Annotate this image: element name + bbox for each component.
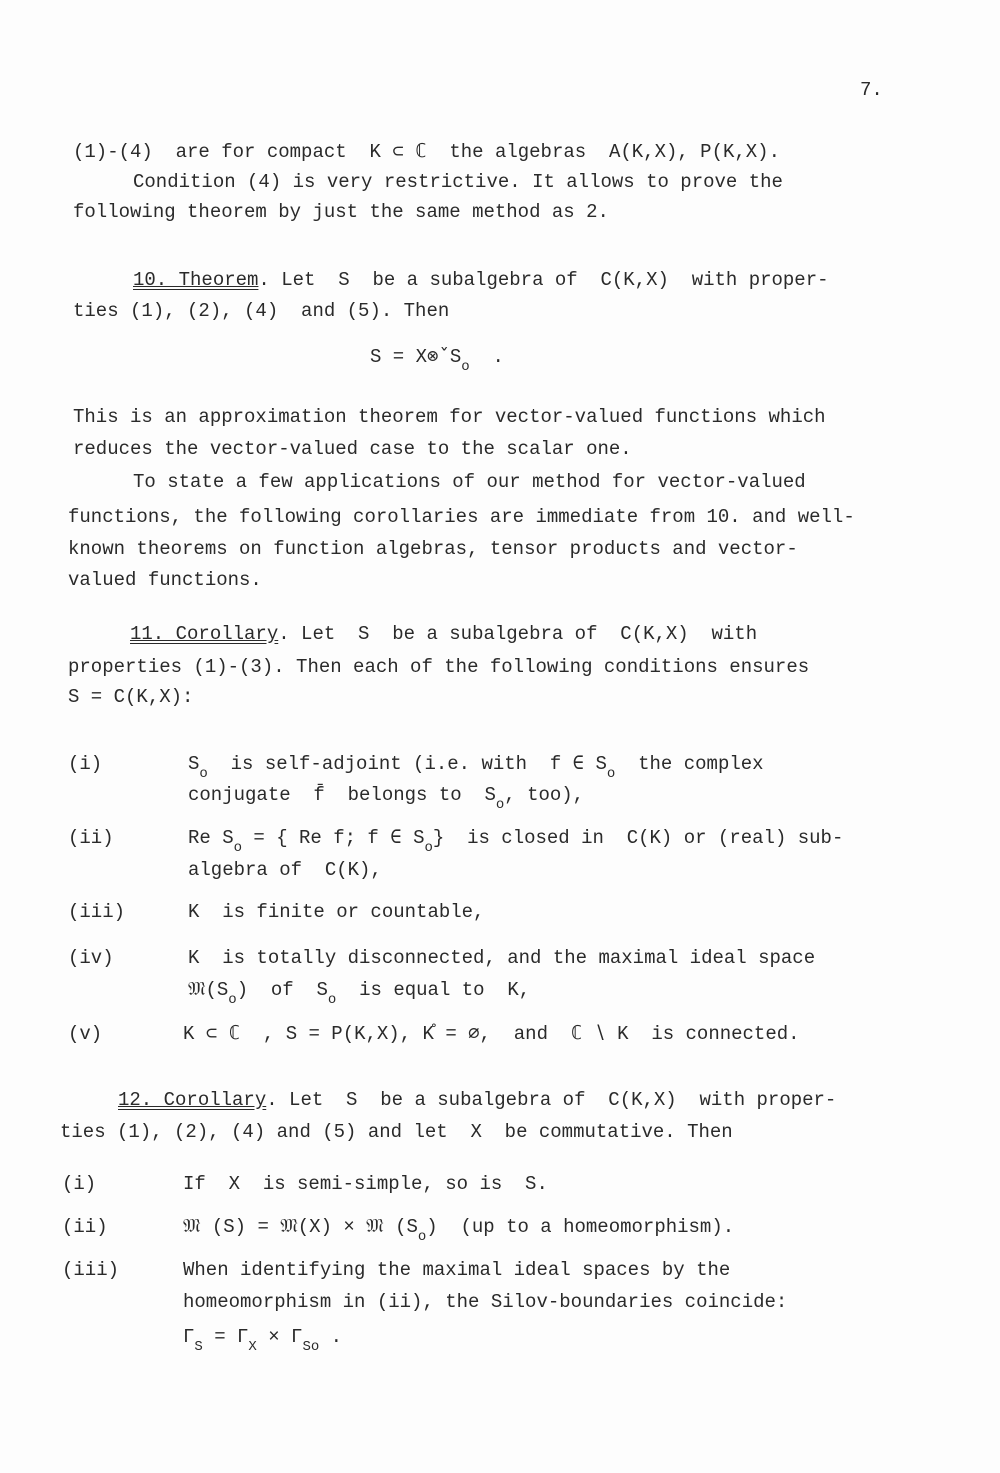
text-line-para-2	[73, 437, 632, 461]
subscript: o	[199, 766, 208, 782]
text-line-c11-iii-1	[188, 900, 484, 924]
text: .	[469, 346, 504, 368]
text: the complex	[615, 753, 764, 775]
text: ties (1), (2), (4) and (5) and let X be commutative. Then	[60, 1121, 733, 1143]
subscript: o	[417, 1229, 427, 1245]
text-line-para-1	[73, 405, 826, 429]
text: S = C(K,X):	[68, 686, 194, 708]
text-line-theorem-10-formula	[370, 345, 504, 375]
text-line-intro-1	[73, 140, 780, 164]
text: . Let S be a subalgebra of C(K,X) with proper-	[266, 1089, 837, 1111]
subscript: o	[424, 840, 433, 856]
text-line-para-5	[68, 537, 798, 561]
text: .	[319, 1326, 343, 1348]
subscript: o	[327, 992, 337, 1008]
text: homeomorphism in (ii), the Silov-boundaries coincide:	[183, 1291, 788, 1313]
text: S	[188, 753, 200, 775]
text-line-c12-iii-3	[183, 1325, 343, 1355]
text-line-corollary-11-1	[130, 622, 757, 646]
text: properties (1)-(3). Then each of the following conditions ensures	[68, 656, 810, 678]
text-line-c12-iii-1	[183, 1258, 730, 1282]
text: This is an approximation theorem for vector-valued functions which	[73, 406, 826, 428]
item-label: (i)	[68, 753, 103, 775]
text-line-c11-ii-2	[188, 858, 382, 882]
item-label: (i)	[62, 1173, 97, 1195]
text-line-c11-ii-1	[188, 826, 844, 856]
text-line-c11-v-1	[183, 1022, 800, 1046]
text-line-para-4	[68, 505, 855, 529]
text-line-para-3	[133, 470, 806, 494]
text: ) (up to a homeomorphism).	[426, 1216, 735, 1238]
text: ties (1), (2), (4) and (5). Then	[73, 300, 450, 322]
text: . Let S be a subalgebra of C(K,X) with proper-	[258, 269, 829, 291]
text: is equal to K,	[336, 979, 531, 1001]
text-line-corollary-12-1	[118, 1088, 836, 1112]
text-line-theorem-10-2	[73, 299, 449, 323]
text: ) of S	[236, 979, 328, 1001]
text-line-corollary-11-2	[68, 655, 809, 679]
text: is self-adjoint (i.e. with f ∈ S	[207, 753, 607, 775]
text: Condition (4) is very restrictive. It allows to prove the	[133, 171, 783, 193]
text-line-corollary-12-2	[60, 1120, 733, 1144]
text-line-theorem-10-1	[133, 268, 829, 292]
item-label: (ii)	[68, 827, 114, 849]
page-number: 7.	[860, 79, 883, 101]
text-line-intro-2	[133, 170, 783, 194]
text: To state a few applications of our method for vector-valued	[133, 471, 806, 493]
text: = { Re f; f ∈ S	[242, 827, 425, 849]
item-label: (iii)	[62, 1259, 120, 1281]
text: K is totally disconnected, and the maximal ideal space	[188, 947, 816, 969]
section-heading: 12. Corollary	[118, 1089, 267, 1111]
text: When identifying the maximal ideal spaces by the	[183, 1259, 731, 1281]
text: (1)-(4) are for compact K ⊂ ℂ the algebras A(K,X), P(K,X).	[73, 141, 780, 163]
text-line-c12-iii-2	[183, 1290, 787, 1314]
subscript: o	[461, 359, 470, 375]
text: If X is semi-simple, so is S.	[183, 1173, 548, 1195]
subscript: X	[248, 1339, 257, 1355]
subscript: o	[228, 992, 237, 1008]
text-line-c12-ii-1	[183, 1215, 735, 1245]
text: } is closed in C(K) or (real) sub-	[432, 827, 844, 849]
text-line-c11-iv-2	[188, 978, 531, 1008]
text: . Let S be a subalgebra of C(K,X) with	[278, 623, 758, 645]
text: = Γ	[202, 1326, 249, 1348]
text: reduces the vector-valued case to the scalar one.	[73, 438, 632, 460]
item-label: (ii)	[62, 1216, 108, 1238]
text: following theorem by just the same method as 2.	[73, 201, 609, 223]
text: S = X⊗̌ S	[370, 346, 462, 368]
item-label: (iii)	[68, 901, 126, 923]
subscript: o	[233, 840, 243, 856]
text-line-intro-3	[73, 200, 609, 224]
text-line-para-6	[68, 568, 262, 592]
text: 𝔐 (S) = 𝔐(X) × 𝔐 (S	[183, 1216, 418, 1238]
text: valued functions.	[68, 569, 262, 591]
text-line-c12-i-1	[183, 1172, 548, 1196]
text: Γ	[183, 1326, 195, 1348]
subscript: o	[606, 766, 616, 782]
subscript: o	[495, 797, 505, 813]
subscript: S	[194, 1339, 203, 1355]
text: algebra of C(K),	[188, 859, 382, 881]
text: functions, the following corollaries are immediate from 10. and well-	[68, 506, 855, 528]
text-line-c11-i-1	[188, 752, 764, 782]
text: × Γ	[256, 1326, 303, 1348]
section-heading: 11. Corollary	[130, 623, 279, 645]
section-heading: 10. Theorem	[133, 269, 259, 291]
text-line-corollary-11-3	[68, 685, 193, 709]
item-label: (v)	[68, 1023, 103, 1045]
text: Re S	[188, 827, 234, 849]
text: 𝔐(S	[188, 979, 229, 1001]
text-line-c11-iv-1	[188, 946, 815, 970]
text: K is finite or countable,	[188, 901, 485, 923]
item-label: (iv)	[68, 947, 114, 969]
text-line-c11-i-2	[188, 783, 585, 813]
text: K ⊂ ℂ , S = P(K,X), K̊ = ∅, and ℂ ∖ K is connected.	[183, 1023, 800, 1045]
subscript: So	[302, 1339, 320, 1355]
text: , too),	[504, 784, 585, 806]
text: conjugate f̄ belongs to S	[188, 784, 496, 806]
text: known theorems on function algebras, tensor products and vector-	[68, 538, 798, 560]
